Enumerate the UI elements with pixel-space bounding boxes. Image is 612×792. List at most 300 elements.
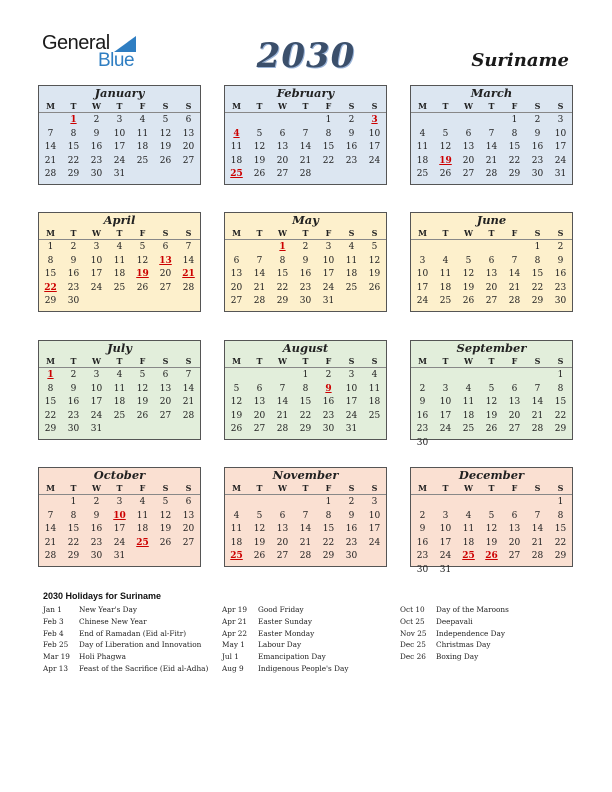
day-cell: 14 <box>44 524 57 535</box>
weekday-header <box>39 355 200 368</box>
day-cell: 31 <box>554 169 567 180</box>
month-title: September <box>456 341 527 355</box>
holiday-name: Easter Monday <box>258 628 315 638</box>
day-cell: 18 <box>230 537 243 548</box>
day-cell: 5 <box>256 510 263 521</box>
day-cell: 26 <box>159 537 172 548</box>
day-cell: 17 <box>439 537 452 548</box>
weekday-header <box>411 355 572 368</box>
day-cell: 26 <box>136 282 149 293</box>
day-cell: 28 <box>299 551 312 562</box>
day-cell: 11 <box>136 128 149 139</box>
day-cell: 3 <box>419 255 426 266</box>
day-cell: 7 <box>534 383 541 394</box>
day-cell: 10 <box>113 128 126 139</box>
day-cell: 21 <box>508 282 521 293</box>
holiday-day-cell: 22 <box>44 282 57 293</box>
weekday-label: W <box>464 228 473 238</box>
day-cell: 29 <box>508 169 521 180</box>
holiday-name: Labour Day <box>258 640 302 650</box>
day-cell: 27 <box>253 424 266 435</box>
weekday-label: S <box>557 356 564 366</box>
holiday-name: Independence Day <box>436 628 505 638</box>
weekday-label: W <box>92 101 101 111</box>
empty-cell <box>271 114 294 128</box>
weekday-label: W <box>464 101 473 111</box>
day-cell: 7 <box>47 510 54 521</box>
day-cell: 15 <box>67 524 80 535</box>
holiday-day-cell: 10 <box>113 510 126 521</box>
day-cell: 3 <box>325 242 332 252</box>
day-cell: 17 <box>345 397 358 408</box>
day-cell: 13 <box>182 128 195 139</box>
month-title: June <box>476 213 507 227</box>
day-cell: 14 <box>299 524 312 535</box>
weekday-label: W <box>92 483 101 493</box>
weekday-header <box>39 482 200 495</box>
day-cell: 24 <box>113 155 126 166</box>
day-cell: 12 <box>253 524 266 535</box>
day-cell: 28 <box>299 169 312 180</box>
day-cell: 30 <box>90 551 103 562</box>
day-cell: 24 <box>439 424 452 435</box>
day-cell: 26 <box>439 169 452 180</box>
day-cell: 19 <box>136 397 149 408</box>
day-cell: 4 <box>465 383 472 394</box>
day-cell: 2 <box>70 370 77 380</box>
day-cell: 24 <box>90 282 103 293</box>
page-title-year: 2030 <box>256 36 356 76</box>
day-cell: 19 <box>230 410 243 421</box>
day-cell: 21 <box>485 155 498 166</box>
day-cell: 17 <box>113 142 126 153</box>
weekday-label: M <box>46 228 55 238</box>
weekday-label: T <box>302 356 309 366</box>
day-cell: 10 <box>554 128 567 139</box>
day-cell: 14 <box>299 142 312 153</box>
day-cell: 23 <box>299 282 312 293</box>
weekday-label: T <box>442 483 449 493</box>
holiday-column <box>400 604 509 663</box>
weekday-label: F <box>511 228 518 238</box>
weekday-label: T <box>442 228 449 238</box>
day-cell: 7 <box>185 370 192 380</box>
weekday-label: F <box>139 228 146 238</box>
weekday-label: S <box>534 101 541 111</box>
day-cell: 13 <box>182 510 195 521</box>
day-cell: 16 <box>554 269 567 280</box>
month-december <box>410 467 573 575</box>
day-cell: 31 <box>322 296 335 307</box>
day-cell: 1 <box>70 497 77 507</box>
day-cell: 25 <box>113 410 126 421</box>
day-cell: 20 <box>508 410 521 421</box>
holiday-date: May 1 <box>222 640 245 650</box>
day-cell: 22 <box>67 537 80 548</box>
day-cell: 7 <box>488 128 495 139</box>
day-cell: 1 <box>302 370 309 380</box>
day-cell: 10 <box>416 269 429 280</box>
day-cell: 11 <box>113 255 126 266</box>
day-cell: 3 <box>348 370 355 380</box>
day-cell: 16 <box>322 397 335 408</box>
holiday-name: Feast of the Sacrifice (Eid al-Adha) <box>79 663 209 673</box>
empty-cell <box>503 369 526 383</box>
day-cell: 5 <box>442 128 449 139</box>
day-cell: 7 <box>511 255 518 266</box>
day-cell: 28 <box>253 296 266 307</box>
weekday-label: T <box>70 483 77 493</box>
month-june <box>410 212 573 312</box>
weekday-header <box>411 227 572 240</box>
holiday-item <box>43 639 208 651</box>
day-cell: 24 <box>416 296 429 307</box>
day-cell: 3 <box>116 115 123 125</box>
holiday-item <box>222 616 348 628</box>
month-november <box>224 467 387 567</box>
day-cell: 26 <box>462 296 475 307</box>
day-cell: 29 <box>276 296 289 307</box>
day-cell: 7 <box>534 510 541 521</box>
holiday-date: Jan 1 <box>43 605 62 614</box>
day-cell: 11 <box>416 142 429 153</box>
day-cell: 27 <box>159 282 172 293</box>
holiday-day-cell: 25 <box>136 537 149 548</box>
empty-cell <box>411 369 434 383</box>
holiday-day-cell: 13 <box>159 255 172 266</box>
day-cell: 7 <box>256 255 263 266</box>
empty-cell <box>434 241 457 255</box>
weekday-header <box>411 100 572 113</box>
day-cell: 17 <box>90 269 103 280</box>
weekday-label: T <box>256 356 263 366</box>
weekday-label: S <box>185 101 192 111</box>
day-grid <box>411 240 572 309</box>
day-cell: 1 <box>47 242 54 252</box>
day-cell: 12 <box>485 524 498 535</box>
month-january <box>38 85 201 185</box>
day-cell: 21 <box>182 397 195 408</box>
day-cell: 7 <box>302 510 309 521</box>
day-cell: 17 <box>368 524 381 535</box>
holiday-item <box>222 651 348 663</box>
day-cell: 27 <box>508 424 521 435</box>
day-cell: 27 <box>182 155 195 166</box>
empty-cell <box>248 241 271 255</box>
day-cell: 20 <box>276 537 289 548</box>
day-cell: 1 <box>325 115 332 125</box>
empty-cell <box>526 369 549 383</box>
weekday-label: S <box>348 356 355 366</box>
day-cell: 12 <box>159 510 172 521</box>
day-cell: 4 <box>139 115 146 125</box>
day-cell: 21 <box>44 537 57 548</box>
day-cell: 29 <box>44 296 57 307</box>
empty-cell <box>480 114 503 128</box>
day-grid <box>225 368 386 437</box>
holiday-day-cell: 9 <box>325 383 332 394</box>
day-cell: 16 <box>531 142 544 153</box>
day-cell: 15 <box>67 142 80 153</box>
day-cell: 19 <box>462 282 475 293</box>
weekday-label: S <box>348 228 355 238</box>
day-cell: 15 <box>44 269 57 280</box>
day-cell: 8 <box>557 383 564 394</box>
day-grid <box>225 113 386 182</box>
day-cell: 9 <box>302 255 309 266</box>
day-cell: 12 <box>253 142 266 153</box>
weekday-label: M <box>232 228 241 238</box>
weekday-label: S <box>162 483 169 493</box>
holiday-item <box>222 628 348 640</box>
day-cell: 2 <box>348 115 355 125</box>
day-cell: 11 <box>136 510 149 521</box>
holiday-date: Oct 10 <box>400 605 425 614</box>
empty-cell <box>294 496 317 510</box>
weekday-label: S <box>371 228 378 238</box>
holiday-date: Apr 13 <box>43 663 69 673</box>
holiday-column <box>222 604 348 675</box>
day-cell: 6 <box>185 497 192 507</box>
weekday-label: S <box>557 483 564 493</box>
day-cell: 5 <box>139 370 146 380</box>
day-cell: 9 <box>70 255 77 266</box>
empty-cell <box>457 241 480 255</box>
day-cell: 26 <box>159 155 172 166</box>
day-cell: 21 <box>253 282 266 293</box>
day-cell: 22 <box>322 155 335 166</box>
day-cell: 16 <box>345 524 358 535</box>
day-cell: 21 <box>531 537 544 548</box>
day-cell: 27 <box>159 410 172 421</box>
day-cell: 2 <box>93 497 100 507</box>
day-cell: 14 <box>276 397 289 408</box>
empty-cell <box>480 496 503 510</box>
day-cell: 23 <box>416 424 429 435</box>
day-cell: 22 <box>67 155 80 166</box>
empty-cell <box>457 114 480 128</box>
day-cell: 3 <box>442 383 449 394</box>
day-cell: 17 <box>322 269 335 280</box>
weekday-header <box>225 482 386 495</box>
day-cell: 23 <box>345 537 358 548</box>
day-cell: 18 <box>345 269 358 280</box>
day-cell: 28 <box>182 410 195 421</box>
day-cell: 6 <box>233 255 240 266</box>
weekday-header <box>39 100 200 113</box>
day-cell: 9 <box>93 510 100 521</box>
day-cell: 2 <box>70 242 77 252</box>
day-cell: 19 <box>159 524 172 535</box>
day-cell: 24 <box>439 551 452 562</box>
day-cell: 12 <box>136 383 149 394</box>
day-cell: 31 <box>345 424 358 435</box>
day-cell: 19 <box>159 142 172 153</box>
day-cell: 10 <box>368 510 381 521</box>
day-cell: 28 <box>531 424 544 435</box>
day-cell: 20 <box>485 282 498 293</box>
weekday-label: T <box>488 101 495 111</box>
holiday-item <box>400 639 509 651</box>
day-cell: 6 <box>256 383 263 394</box>
holiday-date: Aug 9 <box>222 663 244 673</box>
holiday-name: New Year's Day <box>79 605 138 614</box>
weekday-label: S <box>371 356 378 366</box>
day-cell: 19 <box>485 410 498 421</box>
day-cell: 8 <box>279 255 286 266</box>
weekday-label: F <box>511 483 518 493</box>
weekday-label: T <box>256 101 263 111</box>
day-cell: 12 <box>159 128 172 139</box>
holiday-item <box>43 628 208 640</box>
empty-cell <box>225 369 248 383</box>
holiday-day-cell: 4 <box>233 128 240 139</box>
day-cell: 3 <box>371 497 378 507</box>
day-cell: 18 <box>113 269 126 280</box>
day-cell: 7 <box>279 383 286 394</box>
day-cell: 11 <box>230 142 243 153</box>
day-cell: 27 <box>462 169 475 180</box>
day-cell: 15 <box>508 142 521 153</box>
day-cell: 12 <box>485 397 498 408</box>
day-cell: 19 <box>253 537 266 548</box>
day-cell: 25 <box>136 155 149 166</box>
day-cell: 3 <box>93 242 100 252</box>
day-cell: 20 <box>276 155 289 166</box>
day-cell: 24 <box>113 537 126 548</box>
day-cell: 11 <box>345 255 358 266</box>
empty-cell <box>39 496 62 510</box>
weekday-label: T <box>116 101 123 111</box>
holiday-item <box>400 651 509 663</box>
holiday-item <box>400 628 509 640</box>
day-cell: 23 <box>322 410 335 421</box>
day-cell: 13 <box>276 524 289 535</box>
empty-cell <box>271 369 294 383</box>
weekday-header <box>225 227 386 240</box>
weekday-label: M <box>418 483 427 493</box>
day-cell: 26 <box>136 410 149 421</box>
holiday-date: Oct 25 <box>400 616 425 626</box>
holiday-item <box>43 663 208 675</box>
weekday-label: W <box>278 101 287 111</box>
weekday-header <box>411 482 572 495</box>
day-cell: 18 <box>439 282 452 293</box>
day-cell: 9 <box>348 510 355 521</box>
day-cell: 12 <box>368 255 381 266</box>
day-cell: 16 <box>67 269 80 280</box>
day-cell: 24 <box>90 410 103 421</box>
day-cell: 28 <box>182 282 195 293</box>
day-cell: 8 <box>47 255 54 266</box>
day-grid <box>39 240 200 309</box>
day-cell: 11 <box>462 524 475 535</box>
day-cell: 17 <box>439 410 452 421</box>
weekday-label: T <box>256 483 263 493</box>
weekday-label: T <box>70 101 77 111</box>
day-cell: 6 <box>185 115 192 125</box>
day-cell: 3 <box>93 370 100 380</box>
weekday-label: S <box>534 483 541 493</box>
day-grid <box>225 240 386 309</box>
day-cell: 4 <box>419 128 426 139</box>
day-cell: 8 <box>70 128 77 139</box>
holiday-name: Good Friday <box>258 605 304 614</box>
day-cell: 1 <box>557 497 564 507</box>
weekday-label: S <box>371 483 378 493</box>
empty-cell <box>503 496 526 510</box>
day-cell: 21 <box>299 537 312 548</box>
day-cell: 25 <box>416 169 429 180</box>
day-cell: 10 <box>439 397 452 408</box>
day-cell: 30 <box>531 169 544 180</box>
empty-cell <box>39 114 62 128</box>
weekday-label: S <box>348 483 355 493</box>
holiday-date: Apr 19 <box>222 605 248 614</box>
day-cell: 29 <box>531 296 544 307</box>
month-august <box>224 340 387 440</box>
empty-cell <box>225 241 248 255</box>
day-cell: 25 <box>462 424 475 435</box>
day-cell: 10 <box>90 383 103 394</box>
day-grid <box>411 113 572 182</box>
holiday-name: Holi Phagwa <box>79 652 126 662</box>
day-cell: 25 <box>368 410 381 421</box>
day-cell: 13 <box>276 142 289 153</box>
logo-general-text: General <box>42 32 110 54</box>
weekday-label: T <box>116 228 123 238</box>
weekday-label: W <box>464 483 473 493</box>
weekday-label: S <box>162 101 169 111</box>
weekday-label: T <box>256 228 263 238</box>
day-cell: 15 <box>322 524 335 535</box>
day-cell: 10 <box>90 255 103 266</box>
day-cell: 2 <box>348 497 355 507</box>
day-cell: 17 <box>416 282 429 293</box>
day-cell: 22 <box>554 410 567 421</box>
day-cell: 22 <box>508 155 521 166</box>
day-cell: 31 <box>113 169 126 180</box>
weekday-label: S <box>557 101 564 111</box>
empty-cell <box>248 114 271 128</box>
month-may <box>224 212 387 312</box>
day-cell: 24 <box>368 537 381 548</box>
day-cell: 5 <box>371 242 378 252</box>
weekday-label: S <box>348 101 355 111</box>
holiday-item <box>400 604 509 616</box>
weekday-label: M <box>418 228 427 238</box>
day-cell: 23 <box>531 155 544 166</box>
day-cell: 2 <box>419 383 426 394</box>
day-cell: 26 <box>230 424 243 435</box>
day-cell: 9 <box>419 524 426 535</box>
day-cell: 13 <box>159 383 172 394</box>
day-cell: 23 <box>554 282 567 293</box>
weekday-label: S <box>371 101 378 111</box>
day-cell: 13 <box>508 524 521 535</box>
day-cell: 13 <box>230 269 243 280</box>
weekday-header <box>39 227 200 240</box>
day-cell: 8 <box>302 383 309 394</box>
day-cell: 27 <box>508 551 521 562</box>
weekday-header <box>225 100 386 113</box>
day-cell: 28 <box>485 169 498 180</box>
day-cell: 12 <box>230 397 243 408</box>
day-cell: 8 <box>557 510 564 521</box>
day-grid <box>411 495 572 578</box>
day-cell: 11 <box>368 383 381 394</box>
weekday-label: M <box>46 356 55 366</box>
